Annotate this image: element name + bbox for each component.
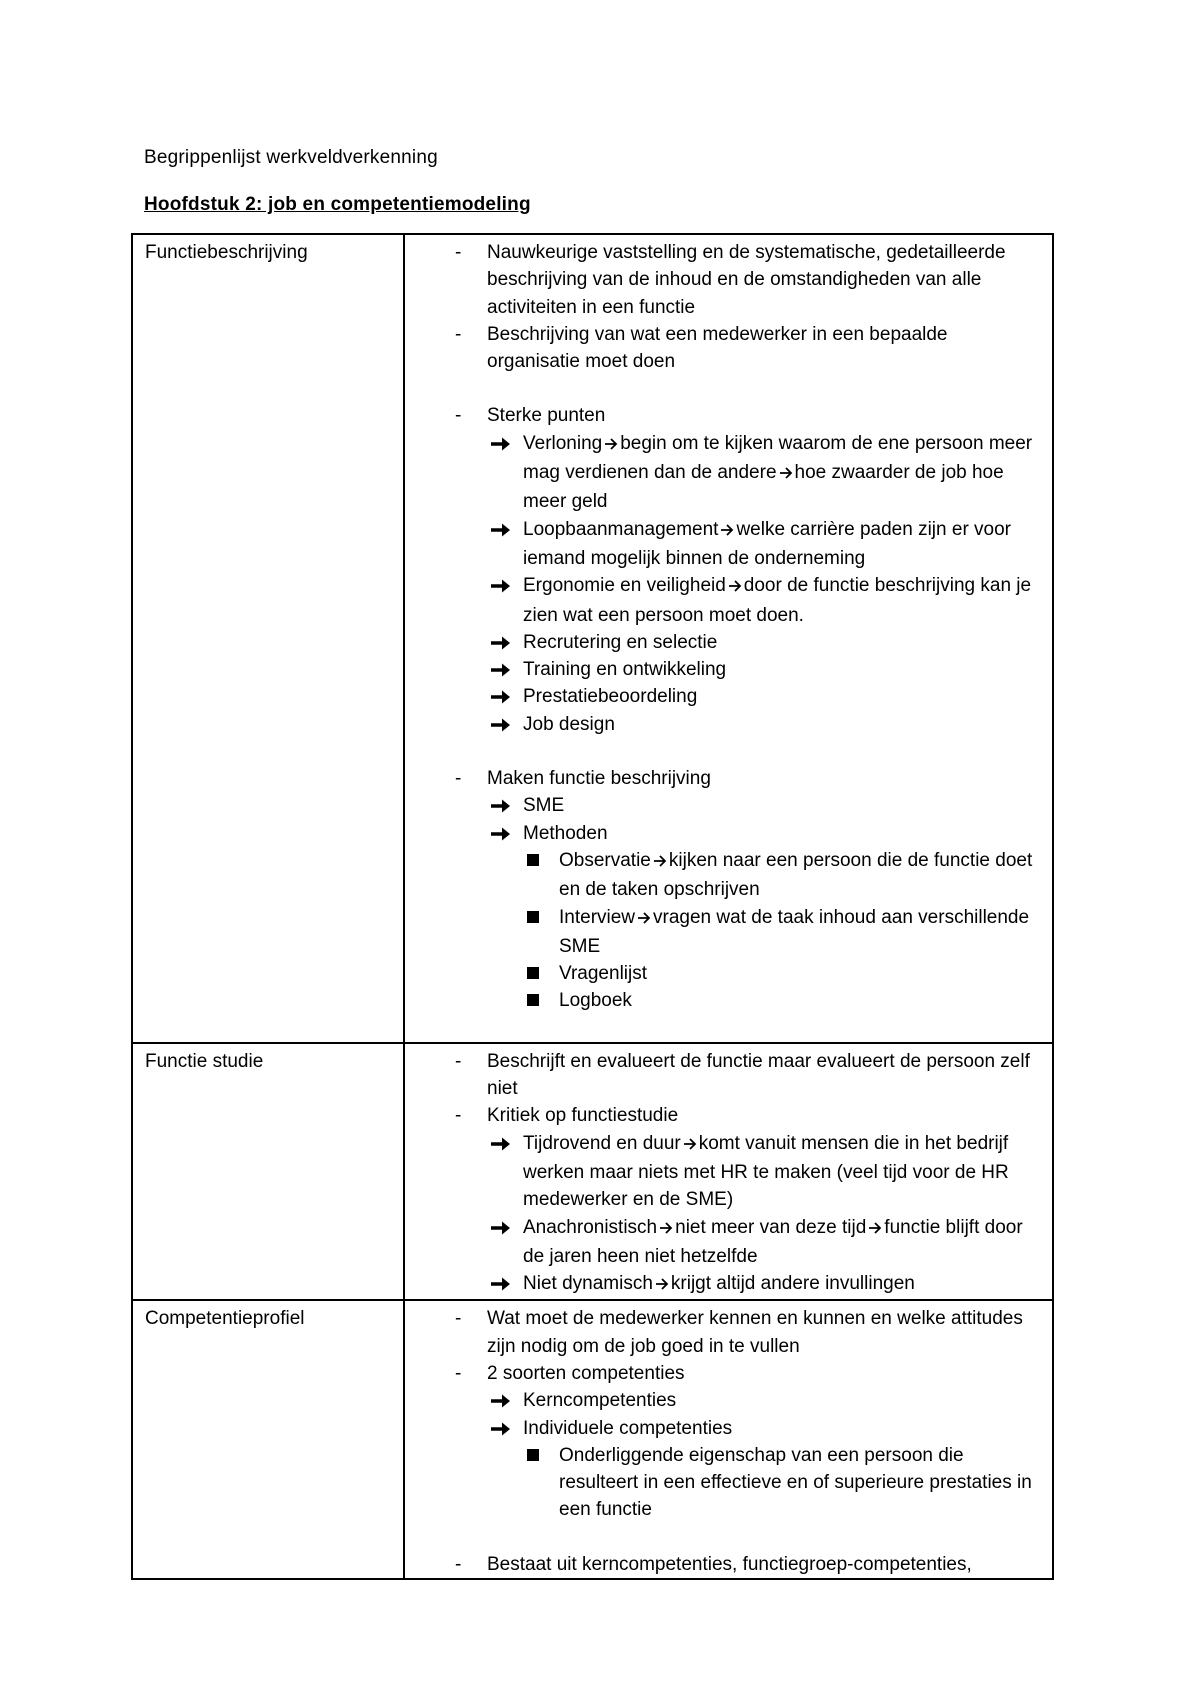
inline-arrow-icon <box>659 1216 673 1243</box>
list-item <box>405 1048 1042 1103</box>
list-item <box>405 1442 1042 1524</box>
chapter-heading: Hoofdstuk 2: job en competentiemodeling <box>144 194 531 215</box>
list-item <box>405 711 1042 738</box>
list-item <box>405 402 1042 429</box>
item-text: welke carrière paden zijn er voor iemand mogelijk binnen de onderneming <box>523 518 1012 569</box>
item-text: Recrutering en selectie <box>523 631 718 653</box>
inline-arrow-icon <box>604 432 618 459</box>
item-text: Interview <box>559 906 636 928</box>
item-text: krijgt altijd andere invullingen <box>670 1273 915 1295</box>
dash-bullet: - <box>455 1362 462 1384</box>
item-text: Vragenlijst <box>559 963 648 985</box>
list-item <box>405 1130 1042 1214</box>
item-text: Nauwkeurige vaststelling en de systematische, gedetailleerde beschrijving van de inhoud en de omstandigheden van alle activiteiten in een functie <box>487 242 1006 318</box>
dash-bullet: - <box>455 323 462 345</box>
list-item <box>405 1360 1042 1387</box>
item-text: SME <box>523 795 565 817</box>
square-bullet-icon <box>527 960 539 979</box>
item-text: Kritiek op functiestudie <box>487 1105 679 1127</box>
item-text: Maken functie beschrijving <box>487 768 711 790</box>
item-text: vragen wat de taak inhoud aan verschillende SME <box>559 906 1030 957</box>
arrow-right-icon <box>491 1270 511 1292</box>
square-bullet-icon <box>527 1442 539 1461</box>
inline-arrow-icon <box>683 1132 697 1159</box>
blank-line <box>405 738 1042 765</box>
dash-bullet: - <box>455 1105 462 1127</box>
definitions-table-body <box>132 234 1053 1579</box>
item-text: door de functie beschrijving kan je zien wat een persoon moet doen. <box>523 575 1032 626</box>
term-label: Competentieprofiel <box>145 1308 305 1330</box>
dash-bullet: - <box>455 405 462 427</box>
item-text: 2 soorten competenties <box>487 1362 685 1384</box>
definitions-table <box>131 233 1054 1580</box>
item-text: Sterke punten <box>487 405 606 427</box>
list-item <box>405 1102 1042 1129</box>
item-text: niet meer van deze tijd <box>675 1216 867 1238</box>
item-text: Beschrijving van wat een medewerker in een bepaalde organisatie moet doen <box>487 323 948 373</box>
inline-arrow-icon <box>779 461 793 488</box>
table-row <box>132 234 1053 1043</box>
arrow-right-icon <box>491 572 511 594</box>
item-text: Onderliggende eigenschap van een persoon die resulteert in een effectieve en of superieure prestaties in een functie <box>559 1444 1032 1521</box>
inline-arrow-icon <box>868 1216 882 1243</box>
document-title: Begrippenlijst werkveldverkenning <box>144 147 438 168</box>
arrow-right-icon <box>491 1387 511 1409</box>
term-cell <box>132 234 404 1043</box>
list-item <box>405 904 1042 961</box>
term-label: Functie studie <box>145 1050 264 1072</box>
definition-cell <box>404 234 1053 1043</box>
item-text: Logboek <box>559 990 632 1012</box>
item-text: Anachronistisch <box>523 1216 658 1238</box>
arrow-right-icon <box>491 711 511 733</box>
item-text: Niet dynamisch <box>523 1273 653 1295</box>
list-item <box>405 820 1042 847</box>
arrow-right-icon <box>491 1415 511 1437</box>
list-item <box>405 629 1042 656</box>
item-text: Wat moet de medewerker kennen en kunnen en welke attitudes zijn nodig om de job goed in te vullen <box>487 1308 1023 1357</box>
list-item <box>405 656 1042 683</box>
arrow-right-icon <box>491 516 511 538</box>
blank-line <box>405 1524 1042 1551</box>
item-text: functie blijft door de jaren heen niet hetzelfde <box>523 1216 1023 1267</box>
list-item <box>405 792 1042 819</box>
dash-bullet: - <box>455 1050 462 1072</box>
square-bullet-icon <box>527 847 539 866</box>
term-cell <box>132 1300 404 1579</box>
item-text: Observatie <box>559 849 651 871</box>
definition-cell <box>404 1300 1053 1579</box>
list-item <box>405 683 1042 710</box>
dash-bullet: - <box>455 242 462 263</box>
arrow-right-icon <box>491 683 511 705</box>
dash-bullet: - <box>455 768 462 790</box>
definition-cell <box>404 1043 1053 1301</box>
list-item <box>405 572 1042 629</box>
item-text: Training en ontwikkeling <box>523 659 727 681</box>
inline-arrow-icon <box>655 1272 669 1299</box>
list-item <box>405 1551 1042 1578</box>
item-text: Methoden <box>523 822 608 844</box>
arrow-right-icon <box>491 1130 511 1152</box>
item-text: Job design <box>523 713 615 735</box>
list-item <box>405 239 1042 321</box>
item-text: kijken naar een persoon die de functie doet en de taken opschrijven <box>559 849 1033 901</box>
inline-arrow-icon <box>637 906 651 933</box>
list-item <box>405 1214 1042 1271</box>
list-item <box>405 960 1042 987</box>
list-item <box>405 321 1042 376</box>
item-text: Loopbaanmanagement <box>523 518 719 540</box>
arrow-right-icon <box>491 629 511 651</box>
inline-arrow-icon <box>653 849 667 876</box>
list-item <box>405 1387 1042 1414</box>
list-item <box>405 516 1042 573</box>
item-text: Bestaat uit kerncompetenties, functiegroep-competenties, <box>487 1553 972 1575</box>
inline-arrow-icon <box>728 574 742 601</box>
item-text: Individuele competenties <box>523 1417 733 1439</box>
square-bullet-icon <box>527 987 539 1006</box>
arrow-right-icon <box>491 820 511 842</box>
item-text: komt vanuit mensen die in het bedrijf werken maar niets met HR te maken (veel tijd voor de HR medewerker en de SME) <box>523 1132 1009 1211</box>
item-text: Beschrijft en evalueert de functie maar evalueert de persoon zelf niet <box>487 1050 1030 1100</box>
square-bullet-icon <box>527 904 539 923</box>
list-item <box>405 847 1042 904</box>
dash-bullet: - <box>455 1308 462 1330</box>
item-text: Ergonomie en veiligheid <box>523 575 726 597</box>
arrow-right-icon <box>491 1214 511 1236</box>
table-row <box>132 1300 1053 1579</box>
inline-arrow-icon <box>720 518 734 545</box>
item-text: hoe zwaarder de job hoe meer geld <box>523 462 1004 513</box>
list-item <box>405 1305 1042 1360</box>
term-cell <box>132 1043 404 1301</box>
blank-line <box>405 1015 1042 1042</box>
table-row <box>132 1043 1053 1301</box>
item-text: Verloning <box>523 432 603 454</box>
list-item <box>405 987 1042 1014</box>
term-label: Functiebeschrijving <box>145 242 308 263</box>
blank-line <box>405 375 1042 402</box>
list-item <box>405 765 1042 792</box>
item-text: Kerncompetenties <box>523 1390 677 1412</box>
arrow-right-icon <box>491 792 511 814</box>
item-text: begin om te kijken waarom de ene persoon meer mag verdienen dan de andere <box>523 432 1033 484</box>
item-text: Tijdrovend en duur <box>523 1132 681 1154</box>
arrow-right-icon <box>491 656 511 678</box>
dash-bullet: - <box>455 1553 462 1575</box>
list-item <box>405 1270 1042 1299</box>
list-item <box>405 1415 1042 1442</box>
list-item <box>405 430 1042 516</box>
item-text: Prestatiebeoordeling <box>523 686 698 708</box>
arrow-right-icon <box>491 430 511 452</box>
